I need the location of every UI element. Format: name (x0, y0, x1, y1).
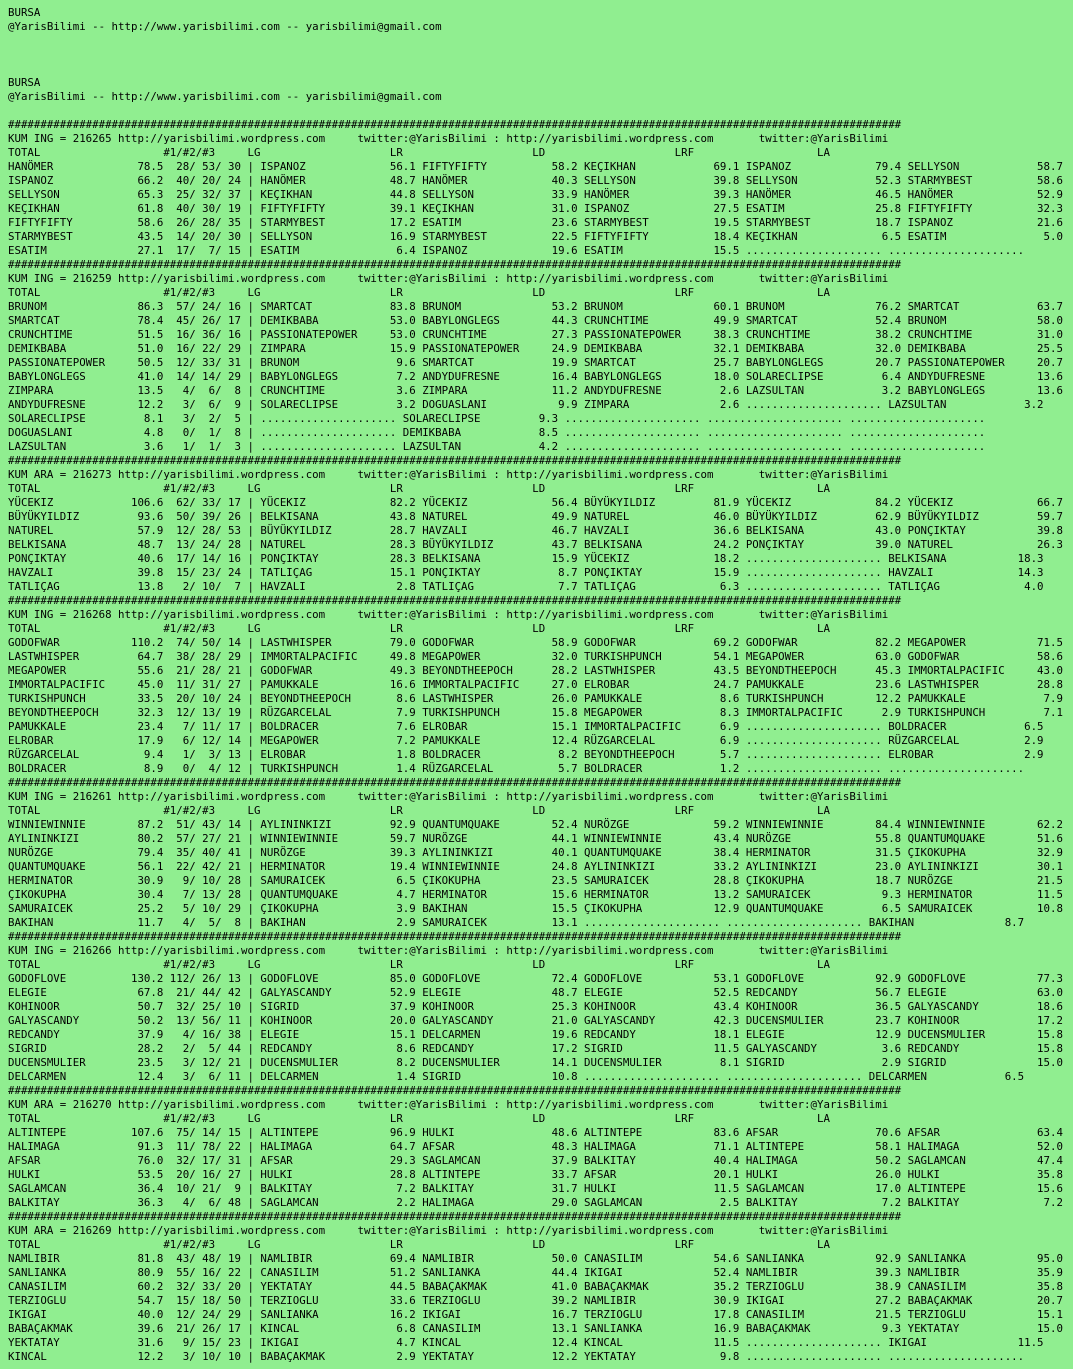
report-line: SELLYSON 65.3 25/ 32/ 37 | KEÇIKHAN 44.8 SELLYSON 33.9 HANÖMER 39.3 HANÖMER 46.5 HANÖMER 52.9 (8, 188, 1063, 201)
report-line: LASTWHISPER 64.7 38/ 28/ 29 | IMMORTALPACIFIC 49.8 MEGAPOWER 32.0 TURKISHPUNCH 54.1 MEGAPOWER 63.0 GODOFWAR 58.6 (8, 650, 1063, 663)
report-line: CANASILIM 60.2 32/ 33/ 20 | YEKTATAY 44.5 BABAÇAKMAK 41.0 BABAÇAKMAK 35.2 TERZIOGLU 38.9 CANASILIM 35.8 (8, 1280, 1063, 1293)
report-line: DEMIKBABA 51.0 16/ 22/ 29 | ZIMPARA 15.9 PASSIONATEPOWER 24.9 DEMIKBABA 32.1 DEMIKBABA 32.0 DEMIKBABA 25.5 (8, 342, 1063, 355)
report-line: SMARTCAT 78.4 45/ 26/ 17 | DEMIKBABA 53.0 BABYLONGLEGS 44.3 CRUNCHTIME 49.9 SMARTCAT 52.4 BRUNOM 58.0 (8, 314, 1063, 327)
report-line: WINNIEWINNIE 87.2 51/ 43/ 14 | AYLININKIZI 92.9 QUANTUMQUAKE 52.4 NURÖZGE 59.2 WINNIEWINNIE 84.4 WINNIEWINNIE 62.2 (8, 818, 1063, 831)
report-line: SAMURAICEK 25.2 5/ 10/ 29 | ÇIKOKUPHA 3.9 BAKIHAN 15.5 ÇIKOKUPHA 12.9 QUANTUMQUAKE 6.5 SAMURAICEK 10.8 (8, 902, 1063, 915)
report-line: HERMINATOR 30.9 9/ 10/ 28 | SAMURAICEK 6.5 ÇIKOKUPHA 23.5 SAMURAICEK 28.8 ÇIKOKUPHA 18.7 NURÖZGE 21.5 (8, 874, 1063, 887)
report-line: ########################################################################################################################################## (8, 930, 902, 943)
report-line: TOTAL #1/#2/#3 LG LR LD LRF LA (8, 804, 830, 817)
report-line: BURSA (8, 6, 41, 19)
report-line: ÇIKOKUPHA 30.4 7/ 13/ 28 | QUANTUMQUAKE 4.7 HERMINATOR 15.6 HERMINATOR 13.2 SAMURAICEK 9.3 HERMINATOR 11.5 (8, 888, 1063, 901)
report-line: SIGRID 28.2 2/ 5/ 44 | REDCANDY 8.6 REDCANDY 17.2 SIGRID 11.5 GALYASCANDY 3.6 REDCANDY 15.8 (8, 1042, 1063, 1055)
report-line: LAZSULTAN 3.6 1/ 1/ 3 | ..................... LAZSULTAN 4.2 ..................... ..................... ..................... (8, 440, 986, 453)
report-line: KUM ING = 216266 http://yarisbilimi.wordpress.com twitter:@YarisBilimi : http://yarisbilimi.wordpress.com twitter:@YarisBilimi (8, 944, 889, 957)
report-line: DELCARMEN 12.4 3/ 6/ 11 | DELCARMEN 1.4 SIGRID 10.8 ..................... ..................... DELCARMEN 6.5 (8, 1070, 1025, 1083)
report-line: FIFTYFIFTY 58.6 26/ 28/ 35 | STARMYBEST 17.2 ESATIM 23.6 STARMYBEST 19.5 STARMYBEST 18.7 ISPANOZ 21.6 (8, 216, 1063, 229)
report-line: NURÖZGE 79.4 35/ 40/ 41 | NURÖZGE 39.3 AYLININKIZI 40.1 QUANTUMQUAKE 38.4 HERMINATOR 31.5 ÇIKOKUPHA 32.9 (8, 846, 1063, 859)
report-line (8, 62, 1073, 76)
report-line: TATLIÇAG 13.8 2/ 10/ 7 | HAVZALI 2.8 TATLIÇAG 7.7 TATLIÇAG 6.3 ..................... TATLIÇAG 4.0 (8, 580, 1044, 593)
report-line: BEYONDTHEEPOCH 32.3 12/ 13/ 19 | RÜZGARCELAL 7.9 TURKISHPUNCH 15.8 MEGAPOWER 8.3 IMMORTALPACIFIC 2.9 TURKISHPUNCH 7.1 (8, 706, 1063, 719)
report-line: BRUNOM 86.3 57/ 24/ 16 | SMARTCAT 83.8 BRUNOM 53.2 BRUNOM 60.1 BRUNOM 76.2 SMARTCAT 63.7 (8, 300, 1063, 313)
report-line: ########################################################################################################################################## (8, 1210, 902, 1223)
report-line: BOLDRACER 8.9 0/ 4/ 12 | TURKISHPUNCH 1.4 RÜZGARCELAL 5.7 BOLDRACER 1.2 ..................... ..................... (8, 762, 1025, 775)
report-line: REDCANDY 37.9 4/ 16/ 38 | ELEGIE 15.1 DELCARMEN 19.6 REDCANDY 18.1 ELEGIE 12.9 DUCENSMULIER 15.8 (8, 1028, 1063, 1041)
report-line: ELEGIE 67.8 21/ 44/ 42 | GALYASCANDY 52.9 ELEGIE 48.7 ELEGIE 52.5 REDCANDY 56.7 ELEGIE 63.0 (8, 986, 1063, 999)
report-line: DOGUASLANI 4.8 0/ 1/ 8 | ..................... DEMIKBABA 8.5 ..................... ..................... ..................... (8, 426, 986, 439)
report-line: BABAÇAKMAK 39.6 21/ 26/ 17 | KINCAL 6.8 CANASILIM 13.1 SANLIANKA 16.9 BABAÇAKMAK 9.3 YEKTATAY 15.0 (8, 1322, 1063, 1335)
report-line: CRUNCHTIME 51.5 16/ 36/ 16 | PASSIONATEPOWER 53.0 CRUNCHTIME 27.3 PASSIONATEPOWER 38.3 CRUNCHTIME 38.2 CRUNCHTIME 31.0 (8, 328, 1063, 341)
report-line: GODOFWAR 110.2 74/ 50/ 14 | LASTWHISPER 79.0 GODOFWAR 58.9 GODOFWAR 69.2 GODOFWAR 82.2 MEGAPOWER 71.5 (8, 636, 1063, 649)
report-line: ELROBAR 17.9 6/ 12/ 14 | MEGAPOWER 7.2 PAMUKKALE 12.4 RÜZGARCELAL 6.9 ..................... RÜZGARCELAL 2.9 (8, 734, 1044, 747)
report-line: KUM ING = 216268 http://yarisbilimi.wordpress.com twitter:@YarisBilimi : http://yarisbilimi.wordpress.com twitter:@YarisBilimi (8, 608, 889, 621)
report-line: @YarisBilimi -- http://www.yarisbilimi.com -- yarisbilimi@gmail.com (8, 20, 442, 33)
report-line: ZIMPARA 13.5 4/ 6/ 8 | CRUNCHTIME 3.6 ZIMPARA 11.2 ANDYDUFRESNE 2.6 LAZSULTAN 3.2 BABYLONGLEGS 13.6 (8, 384, 1063, 397)
report-line: BAKIHAN 11.7 4/ 5/ 8 | BAKIHAN 2.9 SAMURAICEK 13.1 ..................... ..................... BAKIHAN 8.7 (8, 916, 1025, 929)
report-line: AFSAR 76.0 32/ 17/ 31 | AFSAR 29.3 SAGLAMCAN 37.9 BALKITAY 40.4 HALIMAGA 50.2 SAGLAMCAN 47.4 (8, 1154, 1063, 1167)
report-line: TOTAL #1/#2/#3 LG LR LD LRF LA (8, 622, 830, 635)
report-line: PONÇIKTAY 40.6 17/ 14/ 16 | PONÇIKTAY 28.3 BELKISANA 15.9 YÜCEKIZ 18.2 ..................... BELKISANA 18.3 (8, 552, 1044, 565)
report-line: KUM ING = 216259 http://yarisbilimi.wordpress.com twitter:@YarisBilimi : http://yarisbilimi.wordpress.com twitter:@YarisBilimi (8, 272, 889, 285)
report-line: ########################################################################################################################################## (8, 594, 902, 607)
report-line: TOTAL #1/#2/#3 LG LR LD LRF LA (8, 146, 830, 159)
report-line: TOTAL #1/#2/#3 LG LR LD LRF LA (8, 1112, 830, 1125)
report-line: STARMYBEST 43.5 14/ 20/ 30 | SELLYSON 16.9 STARMYBEST 22.5 FIFTYFIFTY 18.4 KEÇIKHAN 6.5 ESATIM 5.0 (8, 230, 1063, 243)
report-line: BABYLONGLEGS 41.0 14/ 14/ 29 | BABYLONGLEGS 7.2 ANDYDUFRESNE 16.4 BABYLONGLEGS 18.0 SOLARECLIPSE 6.4 ANDYDUFRESNE 13.6 (8, 370, 1063, 383)
report-line: BELKISANA 48.7 13/ 24/ 28 | NATUREL 28.3 BÜYÜKYILDIZ 43.7 BELKISANA 24.2 PONÇIKTAY 39.0 NATUREL 26.3 (8, 538, 1063, 551)
report-line: BÜYÜKYILDIZ 93.6 50/ 39/ 26 | BELKISANA 43.8 NATUREL 49.9 NATUREL 46.0 BÜYÜKYILDIZ 62.9 BÜYÜKYILDIZ 59.7 (8, 510, 1063, 523)
report-line: KOHINOOR 50.7 32/ 25/ 10 | SIGRID 37.9 KOHINOOR 25.3 KOHINOOR 43.4 KOHINOOR 36.5 GALYASCANDY 18.6 (8, 1000, 1063, 1013)
report-line: KINCAL 12.2 3/ 10/ 10 | BABAÇAKMAK 2.9 YEKTATAY 12.2 YEKTATAY 9.8 ..................... ..................... (8, 1350, 1025, 1363)
report-line: TERZIOGLU 54.7 15/ 18/ 50 | TERZIOGLU 33.6 TERZIOGLU 39.2 NAMLIBIR 30.9 IKIGAI 27.2 BABAÇAKMAK 20.7 (8, 1294, 1063, 1307)
report-line: KUM ING = 216265 http://yarisbilimi.wordpress.com twitter:@YarisBilimi : http://yarisbilimi.wordpress.com twitter:@YarisBilimi (8, 132, 889, 145)
report-line: DUCENSMULIER 23.5 3/ 12/ 21 | DUCENSMULIER 8.2 DUCENSMULIER 14.1 DUCENSMULIER 8.1 SIGRID 2.9 SIGRID 15.0 (8, 1056, 1063, 1069)
report-line: SOLARECLIPSE 8.1 3/ 2/ 5 | ..................... SOLARECLIPSE 9.3 ..................... ..................... ..................... (8, 412, 986, 425)
report-line: ########################################################################################################################################## (8, 1084, 902, 1097)
report-line: TOTAL #1/#2/#3 LG LR LD LRF LA (8, 286, 830, 299)
report-line: IMMORTALPACIFIC 45.0 11/ 31/ 27 | PAMUKKALE 16.6 IMMORTALPACIFIC 27.0 ELROBAR 24.7 PAMUKKALE 23.6 LASTWHISPER 28.8 (8, 678, 1063, 691)
report-line: HANÖMER 78.5 28/ 53/ 30 | ISPANOZ 56.1 FIFTYFIFTY 58.2 KEÇIKHAN 69.1 ISPANOZ 79.4 SELLYSON 58.7 (8, 160, 1063, 173)
report-line (8, 48, 1073, 62)
report-line: BALKITAY 36.3 4/ 6/ 48 | SAGLAMCAN 2.2 HALIMAGA 29.0 SAGLAMCAN 2.5 BALKITAY 7.2 BALKITAY 7.2 (8, 1196, 1063, 1209)
report-line (8, 34, 1073, 48)
report-line: TOTAL #1/#2/#3 LG LR LD LRF LA (8, 1238, 830, 1251)
report-line: BURSA (8, 76, 41, 89)
report-line: TOTAL #1/#2/#3 LG LR LD LRF LA (8, 482, 830, 495)
report-line: TURKISHPUNCH 33.5 20/ 10/ 24 | BEYONDTHEEPOCH 8.6 LASTWHISPER 26.0 PAMUKKALE 8.6 TURKISHPUNCH 12.2 PAMUKKALE 7.9 (8, 692, 1063, 705)
report-line: MEGAPOWER 55.6 21/ 28/ 21 | GODOFWAR 49.3 BEYONDTHEEPOCH 28.2 LASTWHISPER 43.5 BEYONDTHEEPOCH 45.3 IMMORTALPACIFIC 43.0 (8, 664, 1063, 677)
report-line: KUM ING = 216261 http://yarisbilimi.wordpress.com twitter:@YarisBilimi : http://yarisbilimi.wordpress.com twitter:@YarisBilimi (8, 790, 889, 803)
report-line: NAMLIBIR 81.8 43/ 48/ 19 | NAMLIBIR 69.4 NAMLIBIR 50.0 CANASILIM 54.6 SANLIANKA 92.9 SANLIANKA 95.0 (8, 1252, 1063, 1265)
report-line: KEÇIKHAN 61.8 40/ 30/ 19 | FIFTYFIFTY 39.1 KEÇIKHAN 31.0 ISPANOZ 27.5 ESATIM 25.8 FIFTYFIFTY 32.3 (8, 202, 1063, 215)
report-line (8, 104, 1073, 118)
report-line: ########################################################################################################################################## (8, 776, 902, 789)
report-line: ########################################################################################################################################## (8, 118, 902, 131)
report-line: YÜCEKIZ 106.6 62/ 33/ 17 | YÜCEKIZ 82.2 YÜCEKIZ 56.4 BÜYÜKYILDIZ 81.9 YÜCEKIZ 84.2 YÜCEKIZ 66.7 (8, 496, 1063, 509)
report-line: KUM ARA = 216270 http://yarisbilimi.wordpress.com twitter:@YarisBilimi : http://yarisbilimi.wordpress.com twitter:@YarisBilimi (8, 1098, 889, 1111)
report-line: RÜZGARCELAL 9.4 1/ 3/ 13 | ELROBAR 1.8 BOLDRACER 8.2 BEYONDTHEEPOCH 5.7 ..................... ELROBAR 2.9 (8, 748, 1044, 761)
report-line: HALIMAGA 91.3 11/ 78/ 22 | HALIMAGA 64.7 AFSAR 48.3 HALIMAGA 71.1 ALTINTEPE 58.1 HALIMAGA 52.0 (8, 1140, 1063, 1153)
report-line: ESATIM 27.1 17/ 7/ 15 | ESATIM 6.4 ISPANOZ 19.6 ESATIM 15.5 ..................... ..................... (8, 244, 1025, 257)
report-line: KUM ARA = 216273 http://yarisbilimi.wordpress.com twitter:@YarisBilimi : http://yarisbilimi.wordpress.com twitter:@YarisBilimi (8, 468, 889, 481)
report-line: GODOFLOVE 130.2 112/ 26/ 13 | GODOFLOVE 85.0 GODOFLOVE 72.4 GODOFLOVE 53.1 GODOFLOVE 92.9 GODOFLOVE 77.3 (8, 972, 1063, 985)
report-line: PAMUKKALE 23.4 7/ 11/ 17 | BOLDRACER 7.6 ELROBAR 15.1 IMMORTALPACIFIC 6.9 ..................... BOLDRACER 6.5 (8, 720, 1044, 733)
report-line: SAGLAMCAN 36.4 10/ 21/ 9 | BALKITAY 7.2 BALKITAY 31.7 HULKI 11.5 SAGLAMCAN 17.0 ALTINTEPE 15.6 (8, 1182, 1063, 1195)
report-line: ISPANOZ 66.2 40/ 20/ 24 | HANÖMER 48.7 HANÖMER 40.3 SELLYSON 39.8 SELLYSON 52.3 STARMYBEST 58.6 (8, 174, 1063, 187)
report-line: SANLIANKA 80.9 55/ 16/ 22 | CANASILIM 51.2 SANLIANKA 44.4 IKIGAI 52.4 NAMLIBIR 39.3 NAMLIBIR 35.9 (8, 1266, 1063, 1279)
report-line: NATUREL 57.9 12/ 28/ 53 | BÜYÜKYILDIZ 28.7 HAVZALI 46.7 HAVZALI 36.6 BELKISANA 43.0 PONÇIKTAY 39.8 (8, 524, 1063, 537)
report-line: ########################################################################################################################################## (8, 454, 902, 467)
report-line: TOTAL #1/#2/#3 LG LR LD LRF LA (8, 958, 830, 971)
report-line: ANDYDUFRESNE 12.2 3/ 6/ 9 | SOLARECLIPSE 3.2 DOGUASLANI 9.9 ZIMPARA 2.6 ..................... LAZSULTAN 3.2 (8, 398, 1044, 411)
report-line: HULKI 53.5 20/ 16/ 27 | HULKI 28.8 ALTINTEPE 33.7 AFSAR 20.1 HULKI 26.0 HULKI 35.8 (8, 1168, 1063, 1181)
report-line: HAVZALI 39.8 15/ 23/ 24 | TATLIÇAG 15.1 PONÇIKTAY 8.7 PONÇIKTAY 15.9 ..................... HAVZALI 14.3 (8, 566, 1044, 579)
report-line: PASSIONATEPOWER 50.5 12/ 33/ 31 | BRUNOM 9.6 SMARTCAT 19.9 SMARTCAT 25.7 BABYLONGLEGS 20.7 PASSIONATEPOWER 20.7 (8, 356, 1063, 369)
report-line: GALYASCANDY 50.2 13/ 56/ 11 | KOHINOOR 20.0 GALYASCANDY 21.0 GALYASCANDY 42.3 DUCENSMULIER 23.7 KOHINOOR 17.2 (8, 1014, 1063, 1027)
report-line: IKIGAI 40.0 12/ 24/ 29 | SANLIANKA 16.2 IKIGAI 16.7 TERZIOGLU 17.8 CANASILIM 21.5 TERZIOGLU 15.1 (8, 1308, 1063, 1321)
report-line: ########################################################################################################################################## (8, 258, 902, 271)
report-line: @YarisBilimi -- http://www.yarisbilimi.com -- yarisbilimi@gmail.com (8, 90, 442, 103)
report-line: ALTINTEPE 107.6 75/ 14/ 15 | ALTINTEPE 96.9 HULKI 48.6 ALTINTEPE 83.6 AFSAR 70.6 AFSAR 63.4 (8, 1126, 1063, 1139)
report-line: QUANTUMQUAKE 56.1 22/ 42/ 21 | HERMINATOR 19.4 WINNIEWINNIE 24.8 AYLININKIZI 33.2 AYLININKIZI 23.0 AYLININKIZI 30.1 (8, 860, 1063, 873)
report-line: AYLININKIZI 80.2 57/ 27/ 21 | WINNIEWINNIE 59.7 NURÖZGE 44.1 WINNIEWINNIE 43.4 NURÖZGE 55.8 QUANTUMQUAKE 51.6 (8, 832, 1063, 845)
report-line: KUM ARA = 216269 http://yarisbilimi.wordpress.com twitter:@YarisBilimi : http://yarisbilimi.wordpress.com twitter:@YarisBilimi (8, 1224, 889, 1237)
report-line: YEKTATAY 31.6 9/ 15/ 23 | IKIGAI 4.7 KINCAL 12.4 KINCAL 11.5 ..................... IKIGAI 11.5 (8, 1336, 1044, 1349)
